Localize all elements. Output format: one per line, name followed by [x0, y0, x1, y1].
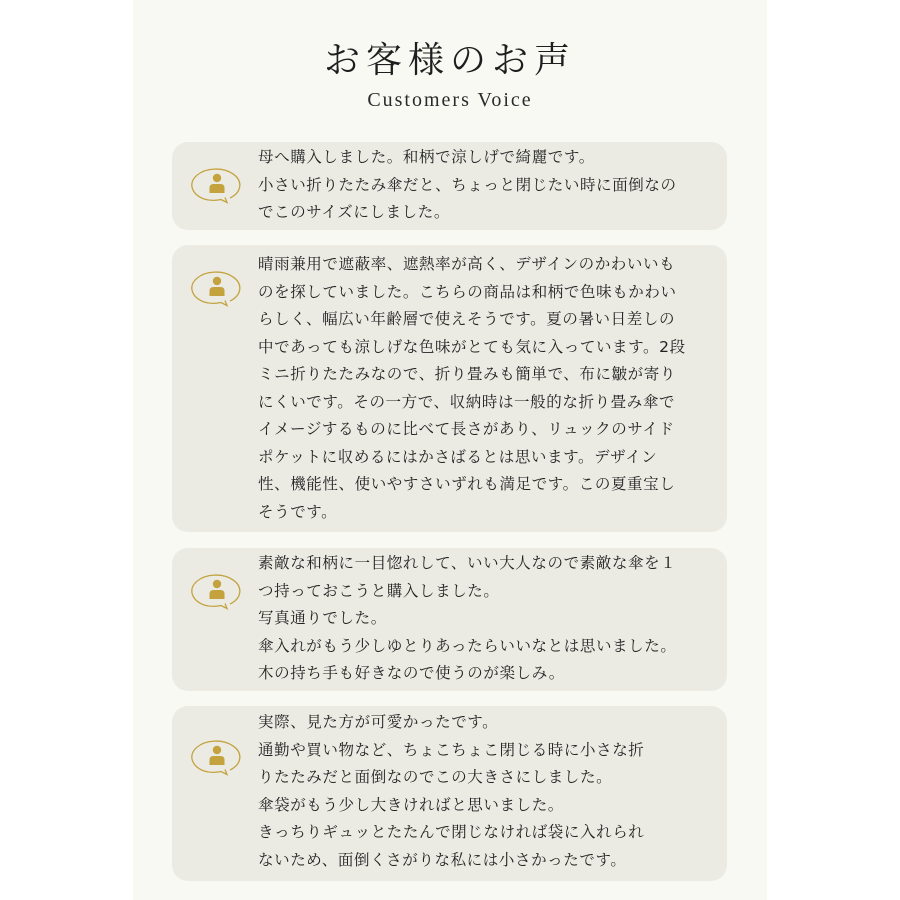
review-line: 小さい折りたたみ傘だと、ちょっと閉じたい時に面倒なの — [258, 175, 677, 194]
review-line: そうです。 — [258, 502, 338, 521]
review-line: きっちりギュッとたたんで閉じなければ袋に入れられ — [258, 823, 645, 841]
speech-bubble-user-icon — [190, 167, 244, 205]
speech-bubble-user-icon — [190, 739, 244, 777]
review-line: 中であっても涼しげな色味がとても気に入っています。2段 — [258, 337, 686, 356]
review-text — [258, 550, 717, 688]
speech-bubble-user-icon — [190, 573, 244, 611]
review-line: 素敵な和柄に一目惚れして、いい大人なので素敵な傘を１ — [258, 554, 677, 572]
review-line: のを探していました。こちらの商品は和柄で色味もかわい — [258, 282, 677, 301]
review-line: でこのサイズにしました。 — [258, 203, 450, 221]
review-text — [258, 144, 717, 227]
review-card — [172, 548, 727, 691]
review-line: 性、機能性、使いやすさいずれも満足です。この夏重宝し — [258, 475, 676, 493]
review-line: 実際、見た方が可愛かったです。 — [258, 713, 499, 731]
review-line: イメージするものに比べて長さがあり、リュックのサイド — [258, 420, 675, 438]
review-line: 写真通りでした。 — [258, 609, 387, 627]
review-card — [172, 245, 727, 532]
page-title: お客様のお声 — [323, 40, 576, 81]
review-line: ミニ折りたたみなので、折り畳みも簡単で、布に皺が寄り — [258, 365, 676, 383]
review-line: ないため、面倒くさがりな私には小さかったです。 — [258, 850, 627, 869]
review-line: 母へ購入しました。和柄で涼しげで綺麗です。 — [258, 148, 595, 166]
review-line: にくいです。その一方で、収納時は一般的な折り畳み傘で — [258, 392, 676, 411]
speech-bubble-user-icon — [190, 270, 244, 308]
review-card — [172, 706, 727, 881]
review-line: つ持っておこうと購入しました。 — [258, 581, 500, 600]
review-line: 木の持ち手も好きなので使うのが楽しみ。 — [258, 664, 565, 682]
review-line: ポケットに収めるにはかさばるとは思います。デザイン — [258, 447, 658, 466]
page-subtitle: Customers Voice — [367, 89, 533, 111]
review-line: 通勤や買い物など、ちょこちょこ閉じる時に小さな折 — [258, 740, 645, 759]
review-line: 傘入れがもう少しゆとりあったらいいなとは思いました。 — [258, 636, 677, 655]
review-line: らしく、幅広い年齢層で使えそうです。夏の暑い日差しの — [258, 310, 676, 328]
review-line: 晴雨兼用で遮蔽率、遮熱率が高く、デザインのかわいいも — [258, 255, 676, 273]
review-line: 傘袋がもう少し大きければと思いました。 — [258, 795, 564, 814]
review-text — [258, 709, 717, 874]
review-line: りたたみだと面倒なのでこの大きさにしました。 — [258, 768, 613, 786]
review-text — [258, 251, 717, 526]
review-card — [172, 142, 727, 230]
